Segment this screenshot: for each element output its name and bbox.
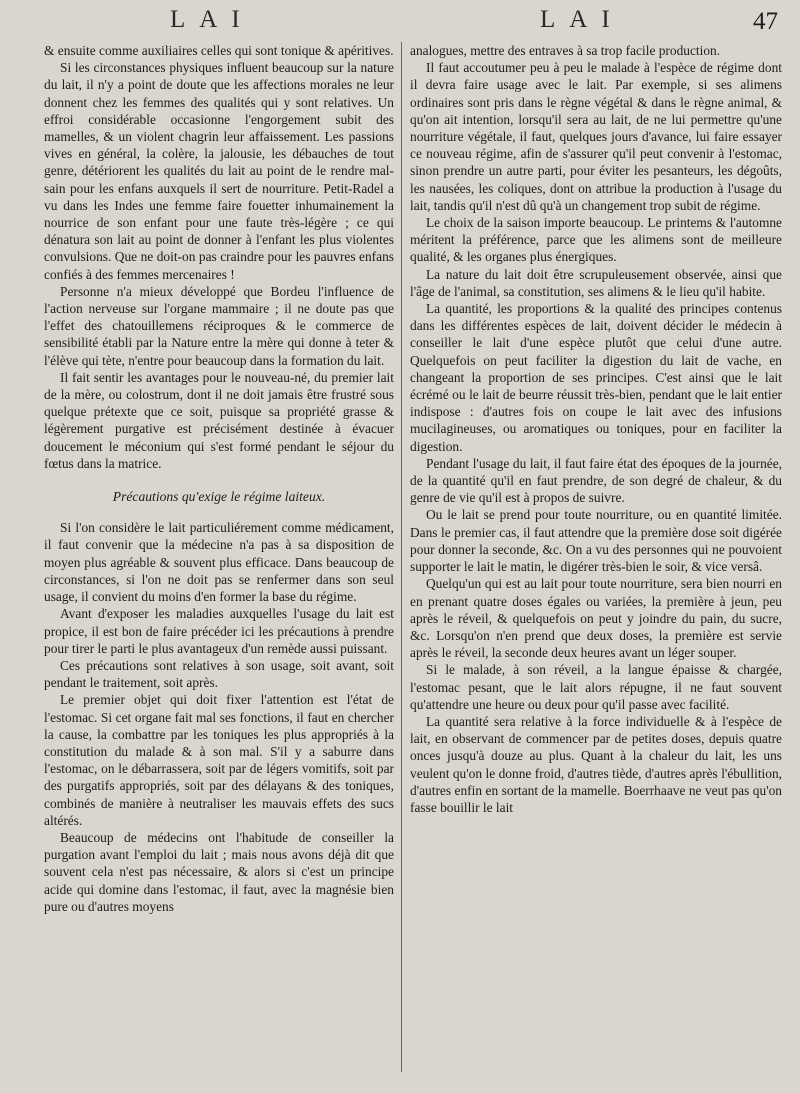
paragraph: Si le malade, à son réveil, a la langue épaisse & chargée, l'estomac pesant, que le lait alors répugne, il ne faut souvent qu'attendre une heure ou deux pour qu'il passe avec facilité. [410, 662, 782, 712]
paragraph: Pendant l'usage du lait, il faut faire état des époques de la journée, de la quantité qu'il en faut prendre, de son degré de chaleur, & du genre de vie qu'il est à propos de suivre. [410, 455, 782, 506]
paragraph: La quantité, les proportions & la qualité des principes contenus dans les différentes espèces de lait, doivent décider le médecin à conseiller le lait d'une espèce plutôt que celui d'une autre. Quelquefois on peut faciliter la digestion du lait de vache, en changeant la proportion de ses principes. C'est ainsi que le lait écrémé ou le lait de beurre réussit très-bien, pendant que le lait entier indispose : d'autres fois on coupe le lait avec des infusions mucilagineuses, ou aromatiques ou toniques, pour en faciliter la digestion. [410, 301, 782, 454]
paragraph: Le premier objet qui doit fixer l'attention est l'état de l'estomac. Si cet organe fait mal ses fonctions, il faut en chercher la cause, la combattre par les toniques les plus appropriés à la constitution du malade & à son mal. S'il y a saburre dans l'estomac, on le débarrassera, soit par de légers vomitifs, soit par des purgatifs appropriés, soit par des délayans & des toniques, combinés de manière à neutraliser les mauvais effets des sucs altérés. [44, 692, 394, 828]
page-number: 47 [753, 8, 778, 35]
section-title: Précautions qu'exige le régime laiteux. [112, 489, 326, 505]
paragraph: Si les circonstances physiques influent beaucoup sur la nature du lait, il n'y a point de doute que les affections morales ne leur donnent chez les femmes des qualités qui y sont relatives. Un effroi considérable occasionne l'engorgement subit des mamelles, & un violent chagrin leur affaissement. Les passions vives en général, la colère, la jalousie, les débauches de tout genre, détériorent les qualités du lait au point de le rendre mal-sain pour les enfans auxquels il sert de nourriture. Petit-Radel a vu dans les Indes une femme faire fouetter inhumainement la nourrice de son enfant pour une faute très-légère ; ce qui dénatura son lait au point de donner à l'enfant les plus violentes convulsions. Que ne doit-on pas craindre pour les pauvres enfans confiés à des femmes mercenaires ! [44, 60, 394, 282]
paragraph: analogues, mettre des entraves à sa trop facile production. [410, 43, 721, 58]
paragraph: Personne n'a mieux développé que Bordeu l'influence de l'action nerveuse sur l'organe mammaire ; il ne doute pas que l'effet des chatouillemens réciproques & le commerce de sensibilité établi par la Nature entre la mère qui donne à teter & l'élève qui tète, n'entre pour beaucoup dans la formation du lait. [44, 283, 394, 368]
paragraph: Ces précautions sont relatives à son usage, soit avant, soit pendant le traitement, soit après. [44, 657, 394, 691]
paragraph: La nature du lait doit être scrupuleusement observée, ainsi que l'âge de l'animal, sa constitution, ses alimens & le lieu qu'il habite. [410, 266, 782, 299]
column-divider [401, 42, 402, 1072]
paragraph: Il faut accoutumer peu à peu le malade à l'espèce de régime dont il devra faire usage avec le lait. Par exemple, si ses alimens ordinaires sont pris dans le règne végétal & dans le règne animal, & qu'on ait intention, lorsqu'il sera au lait, de ne lui permettre qu'une nourriture végétale, il faut, quelques jours d'avance, lui faire essayer ce nouveau régime, afin de s'assurer qu'il peut convenir à l'estomac, sinon prendre un autre parti, pour éviter les pesanteurs, les dégoûts, les nausées, les coliques, dont on attribue la production à l'usage du lait, tandis qu'il n'est dû qu'à un changement trop subit de régime. [410, 60, 782, 213]
right-column [410, 42, 782, 816]
paragraph: & ensuite comme auxiliaires celles qui sont tonique & apéritives. [44, 43, 394, 58]
paragraph: Ou le lait se prend pour toute nourriture, ou en quantité limitée. Dans le premier cas, il faut attendre que la première dose soit digérée pour donner la seconde, &c. On a vu des personnes qui ne pouvoient supporter le lait le matin, le digérer très-bien le soir, & vice versâ. [410, 507, 782, 575]
paragraph: Il fait sentir les avantages pour le nouveau-né, du premier lait de la mère, ou colostrum, dont il ne doit jamais être frustré sous quelque prétexte que ce soit, puisque sa propriété grasse & légèrement purgative est précisément destinée à évacuer doucement le méconium qui s'est formé pendant le séjour du fœtus dans la matrice. [44, 369, 394, 471]
running-head-right: LAI [540, 6, 624, 33]
paragraph: Quelqu'un qui est au lait pour toute nourriture, sera bien nourri en en prenant quatre doses égales ou variées, la première à jeun, peu après le réveil, & quelquefois on peut y joindre du pain, du sucre, &c. Lorsqu'on n'en prend que deux doses, la première est servie après le réveil, la seconde deux heures avant un léger souper. [410, 576, 782, 661]
paragraph: La quantité sera relative à la force individuelle & à l'espèce de lait, en observant de commencer par de petites doses, depuis quatre onces jusqu'à douze au plus. Quant à la chaleur du lait, les uns veulent qu'on le donne froid, d'autres tiède, d'autres après l'ébullition, d'autres enfin en sortant de la mamelle. Boerrhaave ne veut pas qu'on fasse bouillir le lait [410, 713, 782, 815]
paragraph: Si l'on considère le lait particuliérement comme médicament, il faut convenir que la médecine n'a pas à sa disposition de moyen plus agréable & souvent plus efficace. Dans beaucoup de circonstances, si l'on ne doit pas se renfermer dans son seul usage, il convient du moins d'en former la base du régime. [44, 520, 394, 605]
left-column [44, 42, 394, 915]
running-head-left: LAI [170, 6, 254, 33]
paragraph: Avant d'exposer les maladies auxquelles l'usage du lait est propice, il est bon de faire précéder ici les précautions à prendre pour tirer le parti le plus avantageux d'un remède aussi puissant. [44, 606, 394, 656]
paragraph: Beaucoup de médecins ont l'habitude de conseiller la purgation avant l'emploi du lait ; mais nous avons déjà dit que souvent cela n'est pas nécessaire, & alors si c'est un principe acide qui domine dans l'estomac, il faut, avec la magnésie bien pure ou d'autres moyens [44, 829, 394, 914]
paragraph: Le choix de la saison importe beaucoup. Le printems & l'automne méritent la préférence, parce que les alimens sont de meilleure qualité, & les organes plus énergiques. [410, 215, 782, 265]
